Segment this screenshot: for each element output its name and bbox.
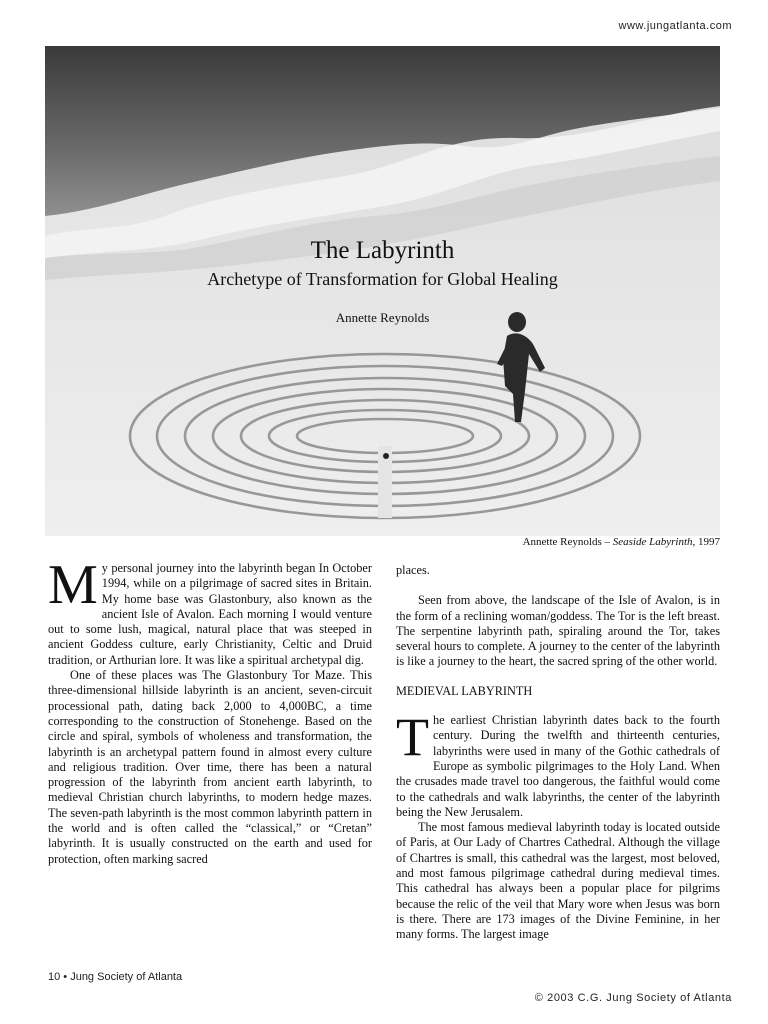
page-footer-left: 10 • Jung Society of Atlanta	[48, 971, 183, 983]
photo-caption	[523, 536, 720, 548]
text-column-right	[396, 563, 720, 943]
paragraph: places.	[396, 563, 430, 577]
paragraph-text: he earliest Christian labyrinth dates back to the fourth century. During the twelfth and thirteenth centuries, labyrinths were used in many of the Gothic cathedrals of Europe as symbolic pilgrimages to the Holy Land. When the crusades made travel too dangerous, the faithful would come to the cathedrals and walk labyrinths, the center of the labyrinth being the New Jerusalem.	[396, 713, 720, 819]
caption-prefix: Annette Reynolds –	[522, 536, 613, 548]
title-block	[45, 236, 720, 326]
article-subtitle: Archetype of Transformation for Global Healing	[207, 269, 558, 289]
paragraph: One of these places was The Glastonbury Tor Maze. This three-dimensional hillside labyrinth is an ancient, seven-circuit processional path, dating back 2,000 to 4,000BC, a time corresponding to the construction of Stonehenge. Based on the circle and spiral, symbols of wholeness and transformation, the labyrinth is an archetypal pattern found in almost every culture and religious tradition. Over time, there has been a natural progression of the labyrinth from ancient earth labyrinth, to medieval Christian church labyrinths, to modern hedge mazes. The seven-path labyrinth is the most common labyrinth pattern in the world and is often called the “classical,” or “Cretan” labyrinth. It is usually constructed on the earth and used for protection, often marking sacred	[48, 668, 372, 866]
website-url: www.jungatlanta.com	[618, 20, 732, 32]
drop-cap: T	[396, 707, 429, 768]
drop-cap: M	[48, 554, 98, 616]
paragraph: Seen from above, the landscape of the Isle of Avalon, is in the form of a reclining woman/goddess. The Tor is the left breast. The serpentine labyrinth path, spiraling around the Tor, takes several hours to complete. A journey to the center of the labyrinth is like a journey to the heart, the sacred spring of the other world.	[396, 593, 720, 669]
article-author: Annette Reynolds	[335, 310, 430, 325]
article-title: The Labyrinth	[310, 237, 455, 264]
page-footer-right: © 2003 C.G. Jung Society of Atlanta	[534, 992, 732, 1004]
section-heading: MEDIEVAL LABYRINTH	[396, 683, 533, 698]
paragraph	[396, 707, 720, 820]
caption-title: Seaside Labyrinth	[612, 536, 693, 548]
paragraph: The most famous medieval labyrinth today is located outside of Paris, at Our Lady of Chartres Cathedral. Although the village of Chartres is small, this cathedral was the largest, most beloved, and most famous pilgrimage cathedral during medieval times. This cathedral has always been a popular place for pilgrims because the relic of the veil that Mary wore when Jesus was born is there. There are 173 images of the Divine Feminine, in her many forms. The largest image	[396, 820, 720, 942]
paragraph-text: y personal journey into the labyrinth began In October 1994, while on a pilgrimage of sacred sites in Britain. My home base was Glastonbury, also known as the ancient Isle of Avalon. Each morning I would venture out to some lush, magical, natural place that was steeped in ancient Goddess culture, early Christianity, Celtic and Druid tradition, or Arthurian lore. It was like a spiritual archetypal dig.	[48, 561, 372, 667]
paragraph	[48, 554, 372, 668]
text-column-left	[48, 554, 372, 867]
caption-suffix: , 1997	[692, 536, 720, 548]
